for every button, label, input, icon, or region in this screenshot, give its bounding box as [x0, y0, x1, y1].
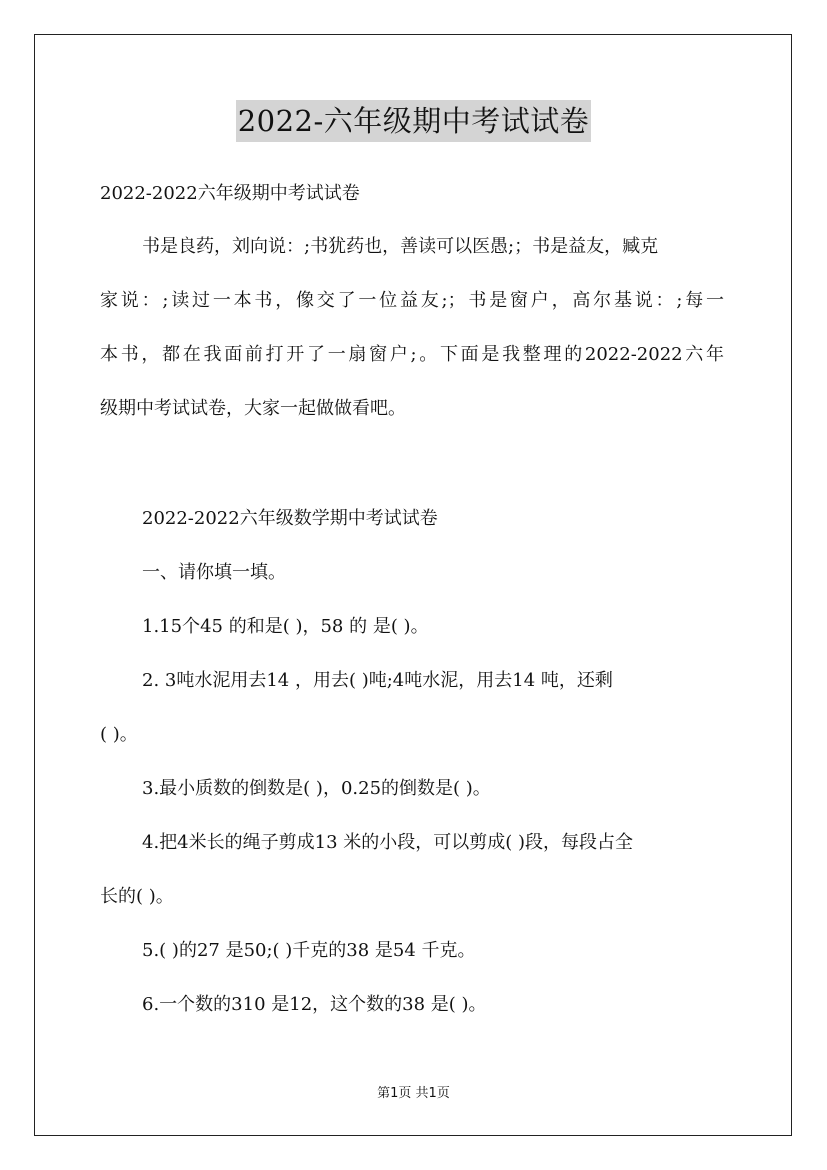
question-3: 3.最小质数的倒数是( )，0.25的倒数是( )。 — [142, 778, 491, 799]
question-2-line-1: 2. 3吨水泥用去14 ，用去( )吨;4吨水泥，用去14 吨，还剩 — [142, 670, 613, 691]
question-6: 6.一个数的310 是12，这个数的38 是( )。 — [142, 994, 487, 1015]
section-title: 2022-2022六年级数学期中考试试卷 — [142, 508, 438, 529]
question-2-line-2: ( )。 — [100, 724, 138, 745]
question-4-line-2: 长的( )。 — [100, 886, 174, 907]
question-1: 1.15个45 的和是( )，58 的 是( )。 — [142, 616, 429, 637]
intro-line-1: 书是良药，刘向说：;书犹药也，善读可以医愚;；书是益友，臧克 — [142, 236, 659, 257]
title-container — [0, 100, 827, 142]
document-title: 2022-六年级期中考试试卷 — [236, 100, 592, 142]
intro-line-2: 家说：;读过一本书，像交了一位益友;；书是窗户，高尔基说：;每一 — [100, 290, 724, 311]
part-heading: 一、请你填一填。 — [142, 562, 286, 583]
page-number: 第1页 共1页 — [377, 1086, 450, 1101]
document-subtitle: 2022-2022六年级期中考试试卷 — [100, 183, 360, 204]
intro-line-4: 级期中考试试卷，大家一起做做看吧。 — [100, 398, 406, 419]
question-5: 5.( )的27 是50;( )千克的38 是54 千克。 — [142, 940, 476, 961]
intro-line-3: 本书，都在我面前打开了一扇窗户;。下面是我整理的2022-2022六年 — [100, 344, 724, 365]
question-4-line-1: 4.把4米长的绳子剪成13 米的小段，可以剪成( )段，每段占全 — [142, 832, 634, 853]
